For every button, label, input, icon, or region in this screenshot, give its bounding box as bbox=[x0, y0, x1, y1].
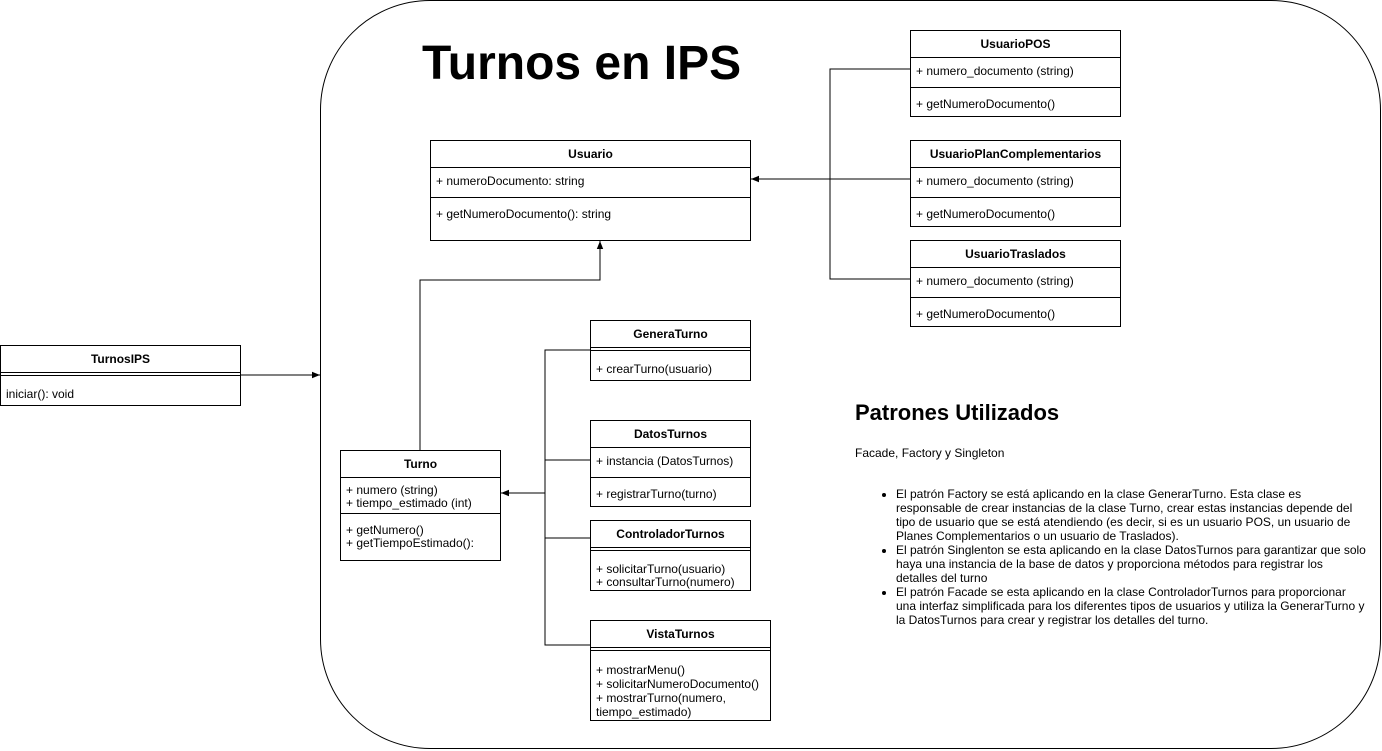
class-generaturno[interactable] bbox=[590, 320, 751, 381]
class-name: TurnosIPS bbox=[1, 346, 240, 373]
method: + getNumeroDocumento() bbox=[916, 207, 1056, 221]
system-boundary bbox=[320, 0, 1381, 749]
attribute: + numero (string) bbox=[346, 483, 438, 497]
method: + getNumero() bbox=[346, 523, 424, 537]
class-usuario[interactable] bbox=[430, 140, 751, 241]
method: + solicitarTurno(usuario) bbox=[596, 562, 726, 576]
attribute: + tiempo_estimado (int) bbox=[346, 496, 472, 510]
patterns-title: Patrones Utilizados bbox=[855, 400, 1060, 425]
class-name: UsuarioTraslados bbox=[911, 241, 1120, 268]
method: + getTiempoEstimado(): bbox=[346, 536, 474, 550]
pattern-facade: • El patrón Facade se esta aplicando en la clase ControladorTurnos para proporcionar una interfaz simplificada para los diferentes tipos de usuarios y utiliza la GenerarTurno y la DatosTurnos para crear y registrar los detalles del turno. bbox=[896, 585, 1366, 627]
class-name: UsuarioPlanComplementarios bbox=[911, 141, 1120, 168]
class-name: Usuario bbox=[431, 141, 750, 168]
class-turno[interactable] bbox=[340, 450, 501, 561]
method: + crearTurno(usuario) bbox=[596, 362, 712, 376]
class-turnosips[interactable] bbox=[0, 345, 241, 406]
attribute: + numeroDocumento: string bbox=[436, 174, 585, 188]
method: + getNumeroDocumento() bbox=[916, 97, 1056, 111]
pattern-singleton: • El patrón Singlenton se esta aplicando en la clase DatosTurnos para garantizar que solo haya una instancia de la base de datos y proporciona métodos para registrar los detalles del turno bbox=[896, 543, 1366, 585]
attribute: + numero_documento (string) bbox=[916, 274, 1074, 288]
class-name: ControladorTurnos bbox=[591, 521, 750, 548]
class-vistaturnos[interactable] bbox=[590, 620, 771, 721]
method: + solicitarNumeroDocumento() bbox=[596, 677, 760, 691]
method: + getNumeroDocumento() bbox=[916, 307, 1056, 321]
class-usuariopos[interactable] bbox=[910, 30, 1121, 117]
class-name: Turno bbox=[341, 451, 500, 478]
method: + getNumeroDocumento(): string bbox=[436, 207, 612, 221]
class-controladorturnos[interactable] bbox=[590, 520, 751, 591]
attribute: + instancia (DatosTurnos) bbox=[596, 454, 734, 468]
class-name: GeneraTurno bbox=[591, 321, 750, 348]
class-name: VistaTurnos bbox=[591, 621, 770, 648]
class-usuarioplancomplementarios[interactable] bbox=[910, 140, 1121, 227]
method: + mostrarTurno(numero, bbox=[596, 691, 726, 705]
attribute: + numero_documento (string) bbox=[916, 174, 1074, 188]
class-datosturnos[interactable] bbox=[590, 420, 751, 507]
diagram-title: Turnos en IPS bbox=[422, 37, 742, 90]
class-usuariotraslados[interactable] bbox=[910, 240, 1121, 327]
class-name: UsuarioPOS bbox=[911, 31, 1120, 58]
method: + consultarTurno(numero) bbox=[596, 575, 735, 589]
attribute: + numero_documento (string) bbox=[916, 64, 1074, 78]
method: + registrarTurno(turno) bbox=[596, 487, 717, 501]
method: iniciar(): void bbox=[6, 387, 75, 401]
method: tiempo_estimado) bbox=[596, 705, 692, 719]
pattern-factory: • El patrón Factory se está aplicando en la clase GenerarTurno. Esta clase es responsable de crear instancias de la clase Turno, crear estas instancias depende del tipo de usuario que se está atendiendo (es decir, si es un usuario POS, un usuario de Planes Complementarios o un usuario de Traslados). bbox=[896, 487, 1366, 543]
class-name: DatosTurnos bbox=[591, 421, 750, 448]
method: + mostrarMenu() bbox=[596, 663, 686, 677]
patterns-subtitle: Facade, Factory y Singleton bbox=[855, 446, 1005, 460]
patterns-list bbox=[880, 487, 1366, 627]
